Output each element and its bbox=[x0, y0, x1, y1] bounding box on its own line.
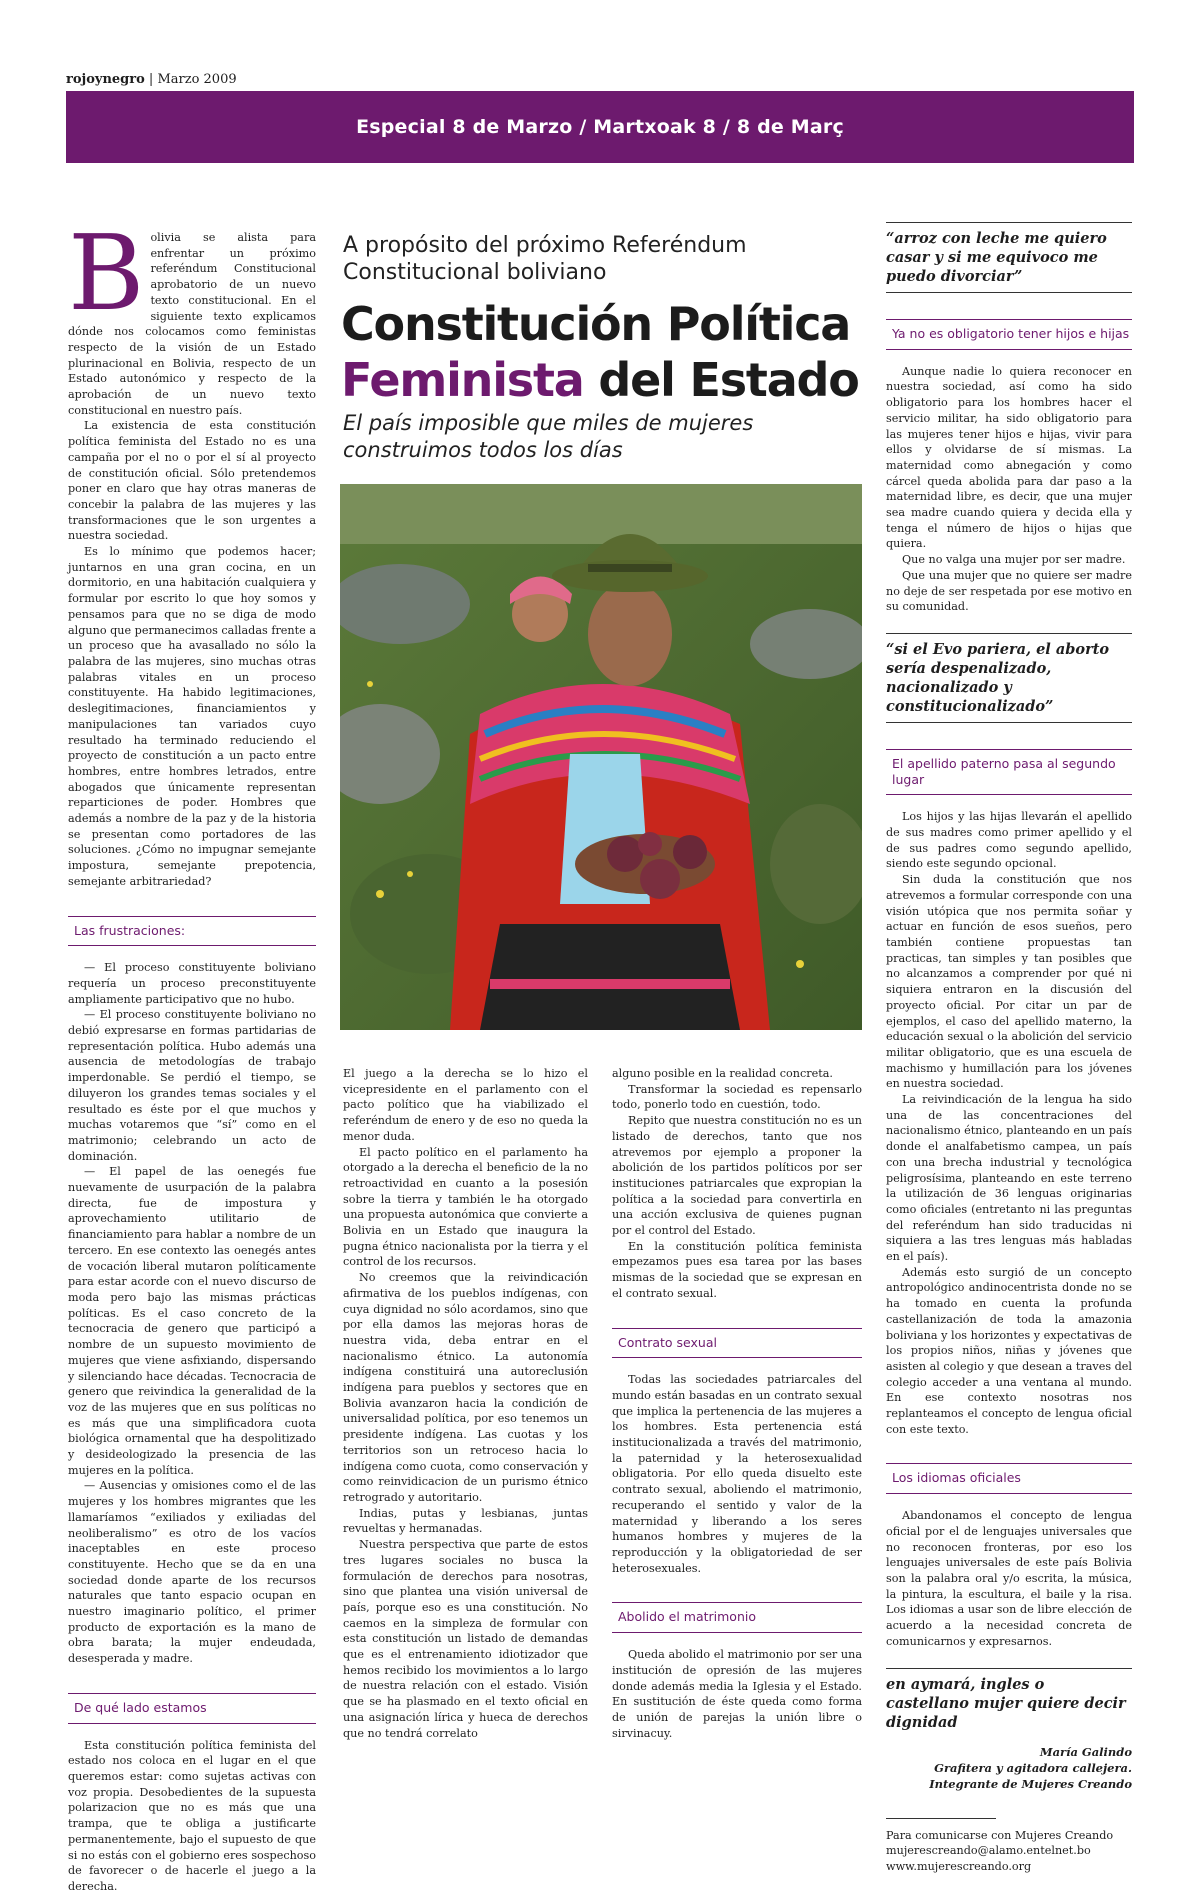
masthead bbox=[66, 72, 237, 87]
title-highlight: Feminista bbox=[341, 353, 584, 407]
paragraph: olivia se alista para enfrentar un próximo referéndum Constitucional aprobatorio de un nuevo texto constitucional. En el siguiente texto explicamos dónde nos colocamos como feministas respecto de la visión de un Estado plurinacional en Bolivia, respecto de un Estado autonómico y respecto de la aprobación de un nuevo texto constitucional en nuestro país. bbox=[68, 231, 316, 417]
paragraph: No creemos que la reivindicación afirmativa de los pueblos indígenas, con cuya dignidad no sólo acordamos, sino que por ella damos las mejoras horas de nuestra vida, deba entrar en el nacionalismo étnico. La autonomía indígena constituirá una autoreclusión indígena para pueblos y sectores que en Bolivia avanzaron hacia la condición de universalidad política, por eso tenemos un presidente indígena. Las cuotas y los territorios son un retroceso hacia lo indígena como cuota, como conservación y como reinvidicacion de un purismo étnico retrogrado y autoritario. bbox=[343, 1271, 588, 1504]
pull-quote-arroz: “arroz con leche me quiero casar y si me equivoco me puedo divorciar” bbox=[886, 222, 1132, 293]
paragraph: Es lo mínimo que podemos hacer; juntarnos en una gran cocina, en un dormitorio, en una habitación cualquiera y formular por escrito lo que hoy somos y pensamos para que no se diga de modo alguno que permanecimos calladas frente a un proceso que ha avasallado no sólo la palabra de las mujeres, sino muchas otras palabras vitales en un proceso constituyente. Ha habido legitimaciones, deslegitimaciones, financiamientos y manipulaciones tan variados cuyo resultado ha terminado reduciendo el proyecto de constitución a un pacto entre hombres, entre hombres letrados, entre abogados que únicamente representan reparticiones de poder. Hombres que además a nombre de la paz y de la historia se presentan como portadores de las soluciones. ¿Cómo no impugnar semejante impostura, semejante prepotencia, semejante arbitrariedad? bbox=[68, 545, 316, 888]
paragraph: — El papel de las oenegés fue nuevamente de usurpación de la palabra directa, fue de impostura y aprovechamiento utilitario de financiamiento para hablar a nombre de un tercero. En ese contexto las oenegés antes de vocación liberal mutaron políticamente para estar acorde con el nuevo discurso de moda pero bajo las mismas prácticas políticas. Es el caso concreto de la tecnocracia de genero que participó a nombre de un supuesto movimiento de mujeres que viene asfixiando, dispersando y silenciando hace décadas. Tecnocracia de genero que reivindica la generalidad de la voz de las mujeres que en sus políticas no es más que una simplificadora cuota biológica ornamental que ha despolitizado y desideologizado la presencia de las mujeres en la política. bbox=[68, 1165, 316, 1477]
subheading-contrato-sexual: Contrato sexual bbox=[612, 1328, 862, 1359]
paragraph: — El proceso constituyente boliviano no debió expresarse en formas partidarias de representación política. Hubo además una ausencia de metodologías de trabajo imperdonable. Se perdió el tiempo, se diluyeron los grandes temas sociales y el resultado es éste por el que muchos y muchas votaremos que “sí” como en el matrimonio; celebrando un acto de dominación. bbox=[68, 1008, 316, 1163]
paragraph: Transformar la sociedad es repensarlo todo, ponerlo todo en cuestión, todo. bbox=[612, 1082, 862, 1112]
subheading-de-que-lado: De qué lado estamos bbox=[68, 1693, 316, 1724]
article-title bbox=[341, 296, 881, 408]
paragraph: Además esto surgió de un concepto antropológico andinocentrista donde no se ha tomado en cuenta la profunda castellanización de toda la amazonia boliviana y los horizontes y expectativas de los propios niños, niñas y jóvenes que asisten al colegio y que desean a traves del colegio acceder a una ventana al mundo. En ese contexto nosotras nos replanteamos el concepto de lengua oficial con este texto. bbox=[886, 1265, 1132, 1436]
subheading-apellido: El apellido paterno pasa al segundo lugar bbox=[886, 749, 1132, 795]
paragraph: Repito que nuestra constitución no es un listado de derechos, tanto que nos atrevemos por ejemplo a proponer la abolición de los partidos políticos por ser instituciones patriarcales que expropian la política a la sociedad para convertirla en una acción exclusiva de quienes pugnan por el control del Estado. bbox=[612, 1114, 862, 1238]
title-line1: Constitución Política bbox=[341, 297, 851, 351]
article-subtitle: El país imposible que miles de mujeres construimos todos los días bbox=[343, 411, 754, 462]
column-3 bbox=[612, 1066, 862, 1741]
paragraph: — Ausencias y omisiones como el de las mujeres y los hombres migrantes que les llamaríamos “exiliados y exiliadas del neoliberalismo” es otro de los vacíos inaceptables en este proceso constituyente. Hecho que se da en una sociedad donde aparte de los recursos naturales que tanto espacio ocupan en nuestro imaginario político, el primer producto de exportación es la mano de obra barata; la mujer endeudada, desesperada y madre. bbox=[68, 1479, 316, 1666]
subheading-abolido-matrimonio: Abolido el matrimonio bbox=[612, 1602, 862, 1633]
photo-illustration bbox=[340, 484, 862, 1030]
paragraph: Que una mujer que no quiere ser madre no deje de ser respetada por ese motivo en su comunidad. bbox=[886, 568, 1132, 614]
contact-email: mujerescreando@alamo.entelnet.bo bbox=[886, 1844, 1091, 1858]
contact-line: Para comunicarse con Mujeres Creando bbox=[886, 1828, 1114, 1842]
drop-cap: B bbox=[68, 212, 145, 334]
pull-quote-evo: “si el Evo pariera, el aborto sería despenalizado, nacionalizado y constitucionalizado” bbox=[886, 633, 1132, 723]
article-kicker: A propósito del próximo Referéndum Constitucional boliviano bbox=[343, 233, 747, 285]
paragraph: Los hijos y las hijas llevarán el apellido de sus madres como primer apellido y el de sus padres como segundo apellido, siendo este segundo opcional. bbox=[886, 810, 1132, 871]
paragraph: Abandonamos el concepto de lengua oficial por el de lenguajes universales que no reconocen fronteras, por eso los lenguajes universales de este país Bolivia son la palabra oral y/o escrita, la música, la pintura, la escultura, el baile y la risa. Los idiomas a usar son de libre elección de acuerdo a la necesidad concreta de comunicarnos y expresarnos. bbox=[886, 1509, 1132, 1648]
paragraph: Indias, putas y lesbianas, juntas revueltas y hermanadas. bbox=[343, 1506, 588, 1536]
contact-website: www.mujerescreando.org bbox=[886, 1859, 1032, 1873]
author-name: María Galindo bbox=[1039, 1744, 1132, 1759]
paragraph: La reivindicación de la lengua ha sido una de las concentraciones del nacionalismo étnico, planteando en un país donde el analfabetismo campea, un país con una brecha industrial y tecnológica peligrosísima, planteando en este terreno la utilización de 36 lenguas originarias como oficiales (entretanto ni las preguntas del referéndum han sido traducidas ni siquiera a las tres lenguas más habladas en el país). bbox=[886, 1093, 1132, 1264]
masthead-brand: rojoynegro bbox=[66, 72, 145, 87]
paragraph: El pacto político en el parlamento ha otorgado a la derecha el beneficio de la no retroactividad en cuanto a la posesión sobre la tierra y también le ha otorgado una propuesta autonómica que convierte a Bolivia en un Estado que inaugura la pugna étnico nacionalista por la tierra y el control de los recursos. bbox=[343, 1145, 588, 1269]
subheading-frustraciones: Las frustraciones: bbox=[68, 916, 316, 947]
title-rest: del Estado bbox=[583, 353, 859, 407]
contact-info bbox=[886, 1828, 1132, 1875]
paragraph: La existencia de esta constitución política feminista del Estado no es una campaña por el no o por el sí al proyecto de constitución oficial. Sólo pretendemos poner en claro que hay otras maneras de concebir la palabra de las mujeres y las transformaciones que le son urgentes a nuestra sociedad. bbox=[68, 419, 316, 543]
paragraph: Esta constitución política feminista del estado nos coloca en el lugar en el que queremos estar: como sujetas activas con voz propia. Desobedientes de la supuesta polarizacion que no es más que una trampa, que te obliga a justificarte permanentemente, bajo el supuesto de que si no estás con el gobierno eres sospechoso de favorecer o de hacerle el juego a la derecha. bbox=[68, 1738, 316, 1893]
contact-divider bbox=[886, 1818, 996, 1820]
paragraph: En la constitución política feminista empezamos pues esa tarea por las bases mismas de la sociedad que se expresan en el contrato sexual. bbox=[612, 1239, 862, 1300]
paragraph: Nuestra perspectiva que parte de estos tres lugares sociales no busca la formulación de derechos para nosotras, sino que plantea una visión universal de país, porque eso es una constitución. No caemos en la simpleza de formular con esta constitución un listado de demandas que es el entrenamiento idiotizador que hemos recibido los movimientos a lo largo de nuestra relación con el estado. Visión que se ha plasmado en el texto oficial en una asignación lírica y hueca de derechos que no tendrá correlato bbox=[343, 1538, 588, 1740]
subheading-hijos: Ya no es obligatorio tener hijos e hijas bbox=[886, 319, 1132, 350]
section-banner: Especial 8 de Marzo / Martxoak 8 / 8 de Març bbox=[66, 91, 1134, 163]
column-4 bbox=[886, 222, 1132, 1874]
paragraph: El juego a la derecha se lo hizo el vicepresidente en el parlamento con el pacto político que ha viabilizado el referéndum de enero y de eso no queda la menor duda. bbox=[343, 1067, 588, 1143]
paragraph: Todas las sociedades patriarcales del mundo están basadas en un contrato sexual que implica la pertenencia de las mujeres a los hombres. Esta pertenencia está institucionalizada a través del matrimonio, la paternidad y la heterosexualidad obligatoria. Por ello queda disuelto este contrato sexual, aboliendo el matrimonio, recuperando el sentido y valor de la maternidad y liberando a los seres humanos hombres y mujeres de la reproducción y la obligatoriedad de ser heterosexuales. bbox=[612, 1373, 862, 1575]
pull-quote-dignidad: en aymará, ingles o castellano mujer quiere decir dignidad bbox=[886, 1668, 1132, 1738]
paragraph: Queda abolido el matrimonio por ser una institución de opresión de las mujeres donde además media la Iglesia y el Estado. En sustitución de éste queda como forma de unión de parejas la unión libre o sirvinacuy. bbox=[612, 1648, 862, 1740]
paragraph: alguno posible en la realidad concreta. bbox=[612, 1067, 833, 1080]
paragraph: Sin duda la constitución que nos atrevemos a formular corresponde con una visión utópica que nos permita soñar y actuar en función de esos sueños, pero también contiene propuestas tan practicas, tan simples y tan posibles que no alcanzamos a comprender por qué ni siquiera entraron en la discusión del proyecto oficial. Por citar un par de ejemplos, el caso del apellido materno, la educación sexual o la abolición del servicio militar obligatorio, que es una escuela de machismo y humillación para los jóvenes en nuestra sociedad. bbox=[886, 873, 1132, 1091]
column-2 bbox=[343, 1066, 588, 1741]
subheading-idiomas: Los idiomas oficiales bbox=[886, 1463, 1132, 1494]
signature bbox=[886, 1744, 1132, 1792]
paragraph: — El proceso constituyente boliviano requería un proceso preconstituyente ampliamente participativo que no hubo. bbox=[68, 961, 316, 1006]
column-1 bbox=[68, 212, 316, 1895]
paragraph: Aunque nadie lo quiera reconocer en nuestra sociedad, así como ha sido obligatorio para los hombres hacer el servicio militar, ha sido obligatorio para las mujeres tener hijos e hijas, vivir para ellos y olvidarse de sí mismas. La maternidad como abnegación y como cárcel queda abolida para dar paso a la maternidad libre, es decir, que una mujer sea madre cuando quiera y decida ella y tenga el número de hijos o hijas que quiera. bbox=[886, 364, 1132, 551]
masthead-separator: | bbox=[148, 72, 154, 87]
author-role: Grafitera y agitadora callejera. Integrante de Mujeres Creando bbox=[929, 1760, 1132, 1791]
masthead-date: Marzo 2009 bbox=[157, 72, 237, 87]
paragraph: Que no valga una mujer por ser madre. bbox=[902, 553, 1126, 567]
article-photo bbox=[340, 484, 862, 1030]
